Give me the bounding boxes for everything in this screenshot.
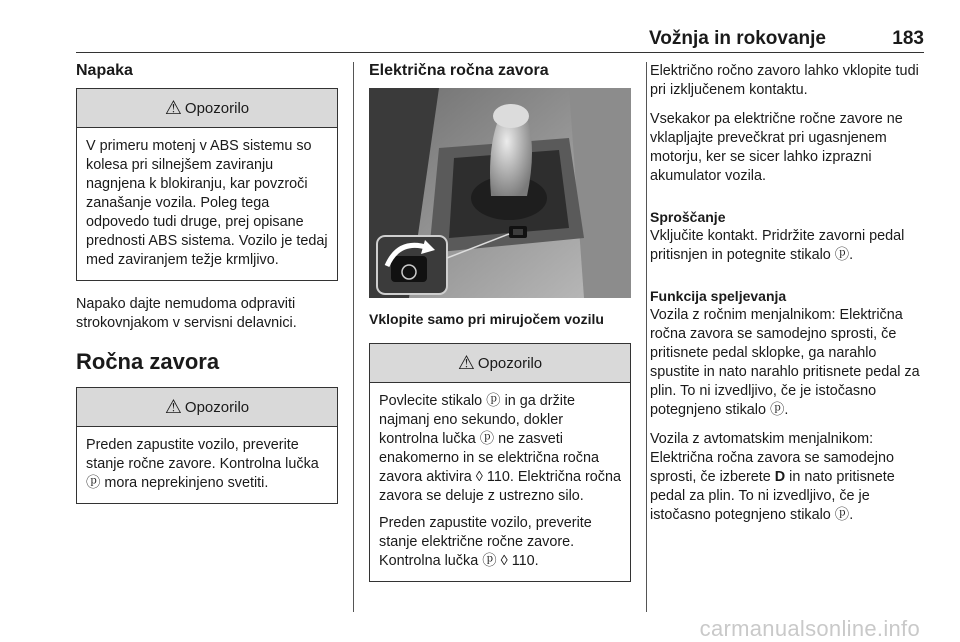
warning-triangle-icon: ⚠ — [164, 396, 182, 418]
warning-title: Opozorilo — [184, 398, 250, 416]
paragraph: Napako dajte nemudoma odpraviti strokovnjakom v servisni delavnici. — [76, 296, 297, 331]
warning-triangle-icon: ⚠ — [457, 352, 475, 374]
section-heading-parking-brake: Ročna zavora — [76, 349, 220, 374]
column-divider — [353, 62, 354, 612]
gear-letter: D — [774, 469, 786, 485]
right-column — [650, 62, 926, 535]
paragraph: Vsekakor pa električne ročne zavore ne vklapljajte prevečkrat pri ugasnjenem motorju, ker se sicer lahko izprazni akumulator vozila. — [650, 111, 903, 184]
paragraph: Vozila z ročnim menjalnikom: Električna ročna zavora se samodejno sprosti, če pritisnete pedal sklopke, ga narahlo spustite in nato narahlo pritisnete pedal za plin. To ni izvedljivo, če je istočasno potegnjeno stikalo ⓟ. — [650, 307, 920, 418]
electric-parking-brake-photo — [369, 88, 631, 298]
warning-text: Povlecite stikalo ⓟ in ga držite najmanj eno sekundo, dokler kontrolna lučka ⓟ ne zasveti enakomerno in se električna ročna zavora aktivira ◊ 110. Električna ročna zavora se deluje z ustrezno silo. — [379, 393, 621, 504]
paragraph-part: Vozila z avtomatskim menjalnikom: Električna ročna zavora se samodejno sprosti, če izberete — [650, 431, 894, 485]
warning-text: V primeru motenj v ABS sistemu so kolesa pri silnejšem zaviranju nagnjena k blokiranju, kar povzroči zanašanje vozila. Poleg tega odpovedo tudi druge, prej opisane prednosti ABS sistema. Vozilo je tedaj med zaviranjem težje krmljivo. — [86, 138, 328, 268]
paragraph: Vključite kontakt. Pridržite zavorni pedal pritisnjen in potegnite stikalo ⓟ. — [650, 228, 905, 263]
page-header — [76, 8, 924, 53]
paragraph: Električno ročno zavoro lahko vklopite tudi pri izključenem kontaktu. — [650, 63, 919, 98]
warning-text: Preden zapustite vozilo, preverite stanje ročne zavore. Kontrolna lučka ⓟ mora neprekinjeno svetiti. — [86, 437, 319, 491]
subheading-drive-away: Funkcija speljevanja — [650, 288, 787, 304]
middle-column — [369, 62, 631, 596]
subheading: Vklopite samo pri mirujočem vozilu — [369, 311, 604, 327]
warning-header — [77, 388, 337, 427]
warning-box — [76, 88, 338, 281]
watermark: carmanualsonline.info — [699, 616, 920, 641]
section-heading-electric-brake: Električna ročna zavora — [369, 62, 549, 79]
warning-title: Opozorilo — [477, 354, 543, 372]
warning-title: Opozorilo — [184, 99, 250, 117]
warning-header — [77, 89, 337, 128]
warning-box — [76, 387, 338, 504]
warning-box — [369, 343, 631, 582]
paragraph-part: in nato pritisnete pedal za plin. To ni izvedljivo, če je istočasno potegnjeno stikalo ⓟ. — [650, 469, 895, 523]
warning-header — [370, 344, 630, 383]
chapter-title: Vožnja in rokovanje — [648, 28, 826, 49]
warning-triangle-icon: ⚠ — [164, 97, 182, 119]
page-number: 183 — [892, 28, 924, 49]
warning-text: Preden zapustite vozilo, preverite stanje električne ročne zavore. Kontrolna lučka ⓟ ◊ 110. — [379, 515, 592, 569]
section-heading-fault: Napaka — [76, 62, 133, 79]
column-divider — [646, 62, 647, 612]
subheading-release: Sproščanje — [650, 209, 726, 225]
left-column — [76, 62, 338, 518]
paragraph — [650, 430, 926, 525]
